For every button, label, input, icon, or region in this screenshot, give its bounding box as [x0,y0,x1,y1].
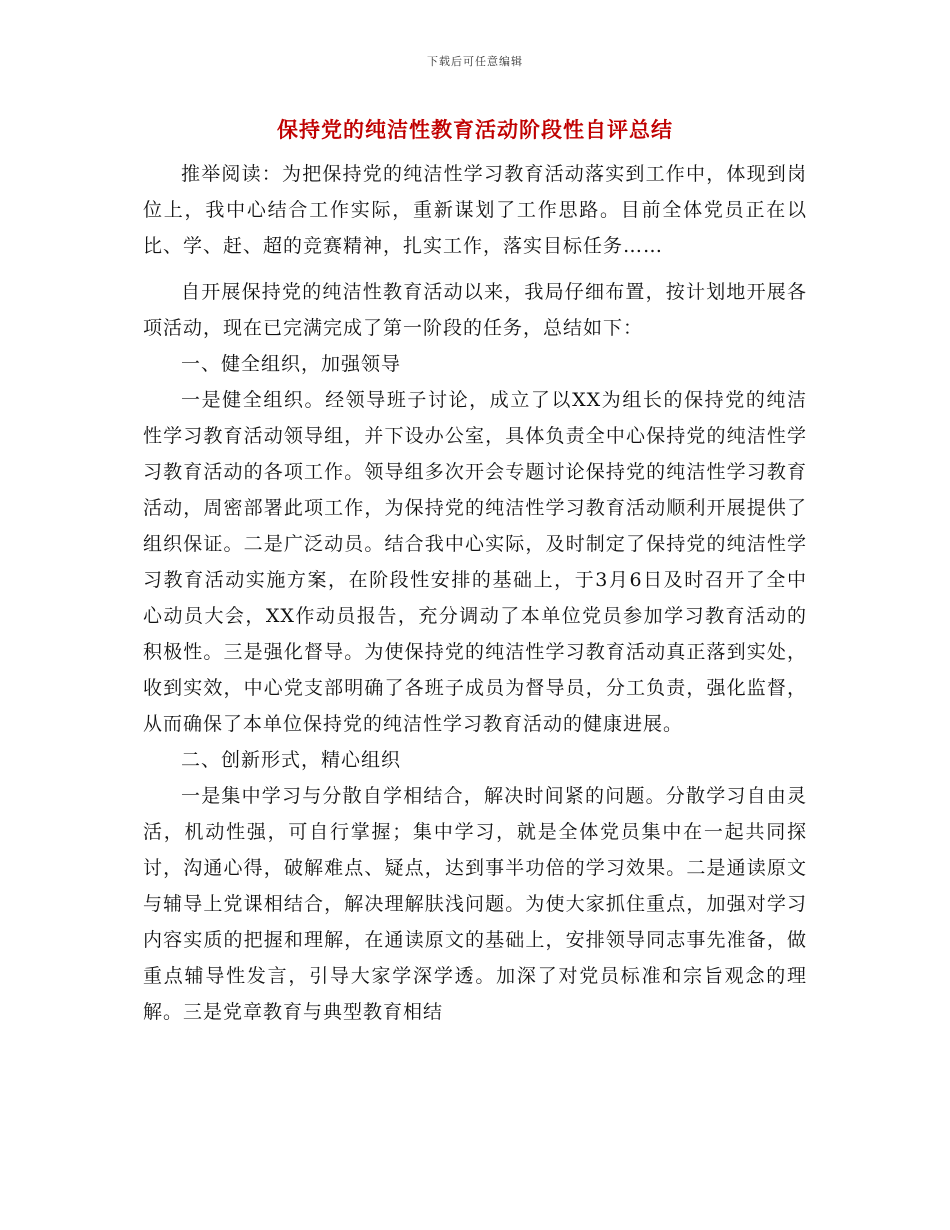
document-title: 保持党的纯洁性教育活动阶段性自评总结 [277,117,673,142]
paragraph-intro: 自开展保持党的纯洁性教育活动以来，我局仔细布置，按计划地开展各项活动，现在已完满完成了第一阶段的任务，总结如下： [143,281,807,339]
paragraph-recommended-reading: 推举阅读：为把保持党的纯洁性学习教育活动落实到工作中，体现到岗位上，我中心结合工作实际，重新谋划了工作思路。目前全体党员正在以比、学、赶、超的竞赛精神，扎实工作，落实目标任务…… [143,163,807,257]
document-body [143,156,807,1030]
header-note: 下载后可任意编辑 [427,55,523,68]
section-heading-1: 一、健全组织，加强领导 [181,353,402,375]
section-heading-2: 二、创新形式，精心组织 [181,749,402,771]
paragraph-section-1-body: 一是健全组织。经领导班子讨论，成立了以XX为组长的保持党的纯洁性学习教育活动领导组，并下设办公室，具体负责全中心保持党的纯洁性学习教育活动的各项工作。领导组多次开会专题讨论保持党的纯洁性学习教育活动，周密部署此项工作，为保持党的纯洁性学习教育活动顺利开展提供了组织保证。二是广泛动员。结合我中心实际，及时制定了保持党的纯洁性学习教育活动实施方案，在阶段性安排的基础上，于3月6日及时召开了全中心动员大会，XX作动员报告，充分调动了本单位党员参加学习教育活动的积极性。三是强化督导。为使保持党的纯洁性学习教育活动真正落到实处，收到实效，中心党支部明确了各班子成员为督导员，分工负责，强化监督，从而确保了本单位保持党的纯洁性学习教育活动的健康进展。 [143,389,807,735]
paragraph-section-2-body: 一是集中学习与分散自学相结合，解决时间紧的问题。分散学习自由灵活，机动性强，可自行掌握；集中学习，就是全体党员集中在一起共同探讨，沟通心得，破解难点、疑点，达到事半功倍的学习效果。二是通读原文与辅导上党课相结合，解决理解肤浅问题。为使大家抓住重点，加强对学习内容实质的把握和理解，在通读原文的基础上，安排领导同志事先准备，做重点辅导性发言，引导大家学深学透。加深了对党员标准和宗旨观念的理解。三是党章教育与典型教育相结 [143,785,807,1023]
